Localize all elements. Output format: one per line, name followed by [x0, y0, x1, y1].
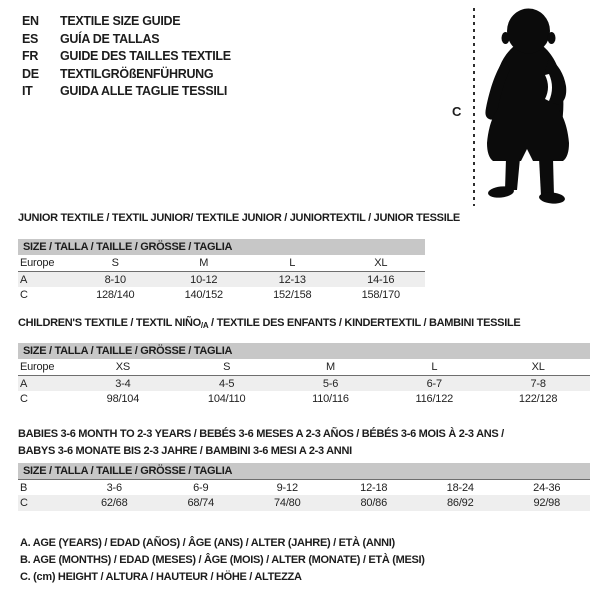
lang-row-es: [22, 31, 231, 49]
table-cell: 80/86: [360, 497, 388, 509]
table-cell: S: [223, 361, 231, 373]
table-row: [18, 479, 590, 495]
lang-label: GUIDE DES TAILLES TEXTILE: [60, 49, 231, 63]
language-header: [22, 13, 231, 101]
babies-size-table: [18, 463, 590, 511]
lang-label: GUIDA ALLE TAGLIE TESSILI: [60, 84, 228, 98]
table-cell: XL: [374, 257, 388, 269]
table-cell: S: [111, 257, 119, 269]
lang-label: TEXTILGRÖßENFÜHRUNG: [60, 66, 214, 81]
height-c-label: C: [452, 104, 462, 119]
table-cell: 12-18: [360, 481, 388, 494]
row-label: C: [20, 497, 28, 509]
table-row: [18, 391, 590, 407]
table-cell: 98/104: [106, 393, 140, 405]
lang-code: ES: [22, 31, 39, 46]
table-cell: 104/110: [207, 393, 246, 405]
table-cell: 6-7: [426, 377, 442, 390]
table-row: [18, 271, 425, 287]
height-measure-dotted-line: [473, 8, 475, 206]
lang-row-it: [22, 83, 231, 101]
table-cell: 128/140: [96, 289, 135, 301]
table-cell: 74/80: [273, 497, 301, 509]
babies-title-line2: BABYS 3-6 MONATE BIS 2-3 JAHRE / BAMBINI 3-6 MESI A 2-3 ANNI: [18, 445, 352, 457]
table-row: [18, 287, 425, 303]
table-cell: 12-13: [278, 273, 306, 286]
table-cell: 158/170: [361, 289, 400, 301]
row-label: C: [20, 289, 28, 301]
table-cell: 3-6: [106, 481, 122, 494]
lang-label: GUÍA DE TALLAS: [60, 31, 160, 46]
lang-code: FR: [22, 49, 39, 63]
legend-line-b: B. AGE (MONTHS) / EDAD (MESES) / ÂGE (MOIS) / ALTER (MONATE) / ETÀ (MESI): [20, 554, 425, 566]
legend: [20, 535, 425, 586]
table-cell: 62/68: [100, 497, 128, 509]
lang-row-de: [22, 66, 231, 84]
size-header-bar: SIZE / TALLA / TAILLE / GRÖSSE / TAGLIA: [18, 343, 590, 359]
table-cell: 5-6: [322, 377, 339, 390]
table-cell: 86/92: [446, 497, 474, 509]
row-label: Europe: [20, 361, 55, 373]
title-part: CHILDREN'S TEXTILE / TEXTIL NIÑO: [18, 317, 201, 329]
table-row: [18, 255, 425, 271]
table-row: [18, 375, 590, 391]
lang-code: EN: [22, 14, 39, 28]
table-cell: 14-16: [367, 273, 395, 286]
junior-section-title: JUNIOR TEXTILE / TEXTIL JUNIOR/ TEXTILE JUNIOR / JUNIORTEXTIL / JUNIOR TESSILE: [18, 212, 460, 224]
table-cell: 152/158: [273, 289, 312, 301]
table-cell: 4-5: [219, 377, 235, 390]
table-cell: 24-36: [533, 481, 561, 494]
legend-line-c: C. (cm) HEIGHT / ALTURA / HAUTEUR / HÖHE / ALTEZZA: [20, 571, 302, 583]
table-cell: 122/128: [518, 393, 558, 405]
table-cell: 9-12: [276, 481, 298, 494]
row-label: Europe: [20, 257, 55, 269]
table-cell: 116/122: [415, 393, 454, 405]
babies-section-title: [18, 428, 504, 457]
lang-code: IT: [22, 84, 33, 98]
table-cell: M: [326, 361, 335, 373]
table-cell: XS: [115, 361, 131, 373]
table-cell: XL: [531, 361, 545, 373]
table-cell: M: [199, 257, 209, 269]
table-cell: 6-9: [193, 481, 209, 494]
table-row: [18, 495, 590, 511]
junior-size-table: [18, 239, 425, 303]
table-cell: L: [289, 257, 296, 269]
table-cell: 7-8: [530, 377, 546, 390]
babies-title-line1: BABIES 3-6 MONTH TO 2-3 YEARS / BEBÉS 3-6 MESES A 2-3 AÑOS / BÉBÉS 3-6 MOIS À 2-3 ANS /: [18, 428, 504, 440]
children-size-table: [18, 343, 590, 407]
table-cell: 68/74: [187, 497, 215, 509]
table-cell: 18-24: [446, 481, 474, 494]
row-label: B: [20, 481, 28, 494]
title-subscript: /A: [200, 321, 209, 330]
table-cell: 8-10: [104, 273, 126, 286]
row-label: A: [20, 273, 28, 286]
table-cell: L: [431, 361, 438, 373]
table-cell: 140/152: [184, 289, 223, 301]
size-header-bar: SIZE / TALLA / TAILLE / GRÖSSE / TAGLIA: [18, 463, 590, 479]
row-label: C: [20, 393, 28, 405]
table-cell: 10-12: [190, 273, 218, 286]
legend-line-a: A. AGE (YEARS) / EDAD (AÑOS) / ÂGE (ANS) / ALTER (JAHRE) / ETÀ (ANNI): [20, 537, 395, 549]
title-part: / TEXTILE DES ENFANTS / KINDERTEXTIL / BAMBINI TESSILE: [208, 317, 521, 329]
children-section-title: [18, 317, 520, 330]
lang-code: DE: [22, 66, 39, 81]
size-header-bar: SIZE / TALLA / TAILLE / GRÖSSE / TAGLIA: [18, 239, 425, 255]
table-cell: 92/98: [533, 497, 561, 509]
lang-row-en: [22, 13, 231, 31]
lang-row-fr: [22, 48, 231, 66]
table-cell: 3-4: [115, 377, 131, 390]
table-cell: 110/116: [312, 393, 349, 405]
toddler-silhouette-icon: [480, 0, 600, 212]
row-label: A: [20, 377, 28, 390]
table-row: [18, 359, 590, 375]
lang-label: TEXTILE SIZE GUIDE: [60, 14, 181, 28]
